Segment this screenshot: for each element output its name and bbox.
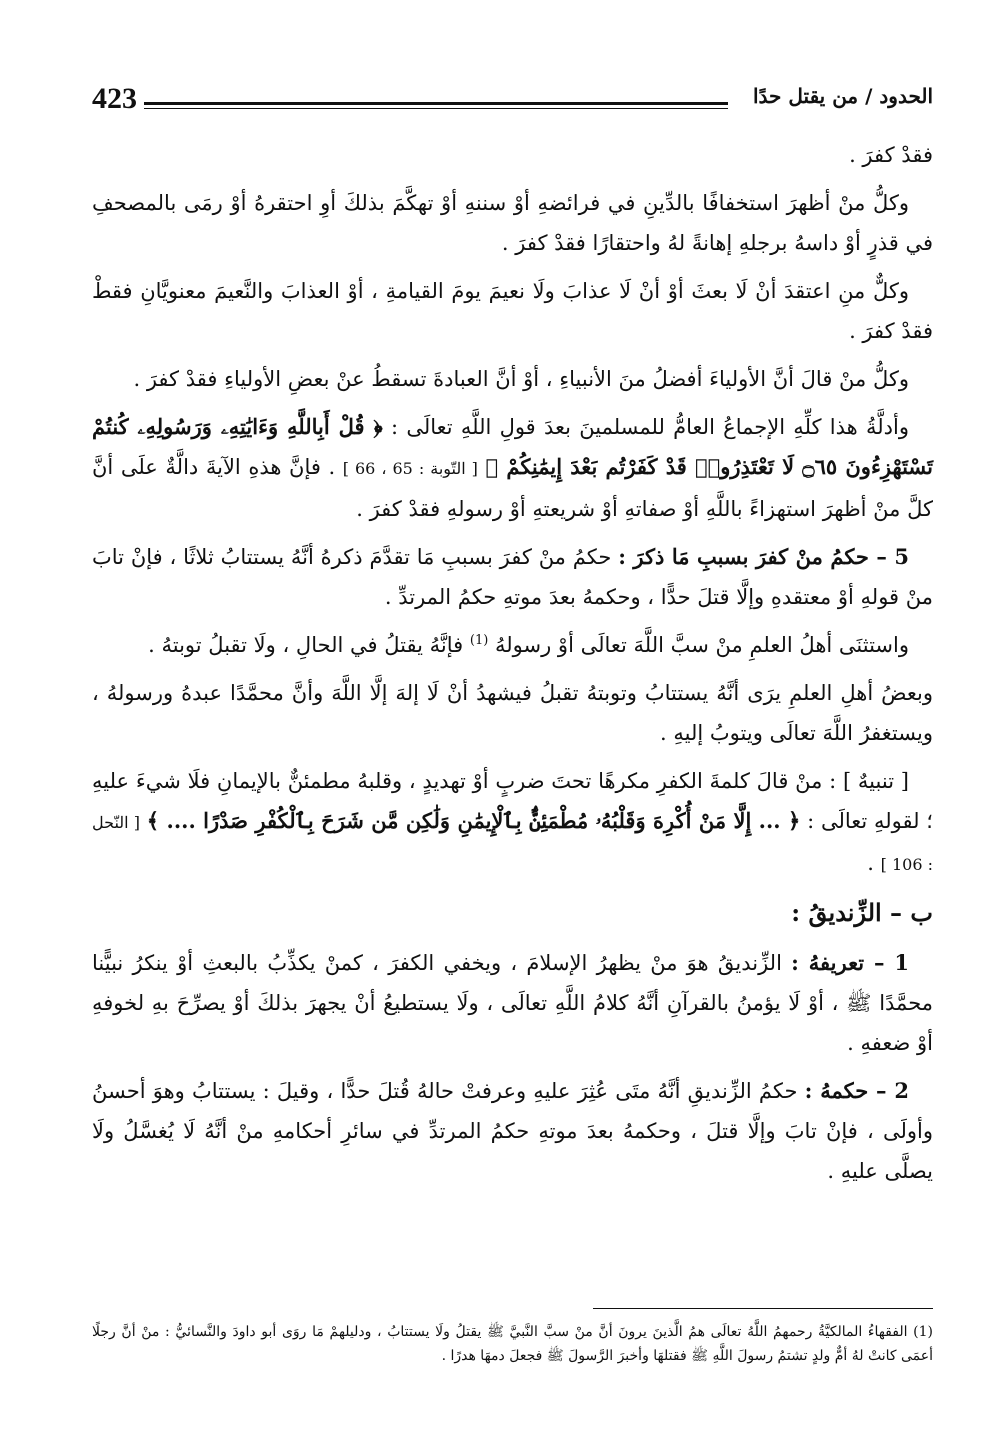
- footnote: [92, 1320, 933, 1368]
- paragraph: وكلُّ منْ أظهرَ استخفافًا بالدِّينِ في فرائضهِ أوْ سننهِ أوْ تهكَّمَ بذلكَ أوِ احتقرهُ أوْ رمَى بالمصحفِ في قذرٍ أوْ داسهُ برجلهِ إهانةً لهُ واحتقارًا فقدْ كفرَ .: [92, 191, 933, 255]
- paragraph: وبعضُ أهلِ العلمِ يرَى أنَّهُ يستتابُ وتوبتهُ تقبلُ فيشهدُ أنْ لَا إلهَ إلَّا اللَّهَ وأنَّ محمَّدًا عبدهُ ورسولهُ ، ويستغفرُ اللَّهَ تعالَى ويتوبُ إليهِ .: [92, 681, 933, 745]
- paragraph-text: وأدلَّةُ هذا كلِّهِ الإجماعُ العامُّ للمسلمينَ بعدَ قولِ اللَّهِ تعالَى :: [390, 415, 909, 439]
- paragraph: [92, 943, 933, 1063]
- paragraph: [92, 407, 933, 529]
- verse-reference: [ التّوبة : 65 ، 66 ]: [342, 459, 478, 478]
- section-lead: 5 – حكمُ منْ كفرَ بسببِ مَا ذكرَ :: [618, 544, 909, 569]
- section-heading: ب – الزِّنديقُ :: [791, 898, 933, 927]
- paragraph-text: واستثنَى أهلُ العلمِ منْ سبَّ اللَّهَ تعالَى أوْ رسولهُ: [495, 633, 909, 657]
- section-lead: 2 – حكمهُ :: [804, 1078, 910, 1103]
- quran-verse: ﴿ قُلْ أَبِاللَّهِ وَءَايَٰتِهِۦ وَرَسُولِهِۦ كُنتُمْ تَسْتَهْزِءُونَ ۝٦٥ لَا تَعْتَذِرُوا۟ قَدْ كَفَرْتُم بَعْدَ إِيمَٰنِكُمْ ﴾: [92, 414, 933, 479]
- footnote-marker[interactable]: (1): [469, 633, 489, 648]
- paragraph-text: [ تنبيهٌ ] : منْ قالَ كلمةَ الكفرِ مكرهًا تحتَ ضربٍ أوْ تهديدٍ ، وقلبهُ مطمئنٌّ بالإيمانِ فلَا شيءَ عليهِ ؛ لقولهِ تعالَى :: [92, 769, 933, 833]
- paragraph: [92, 1071, 933, 1191]
- verse-reference: [ النّحل : 106 ]: [92, 813, 933, 874]
- paragraph: وكلٌّ منِ اعتقدَ أنْ لَا بعثَ أوْ أنْ لَا عذابَ ولَا نعيمَ يومَ القيامةِ ، أوْ العذابَ والنَّعيمَ معنويَّانِ فقطْ فقدْ كفرَ .: [92, 279, 933, 343]
- running-title: الحدود / من يقتل حدًا: [753, 84, 933, 108]
- header-rule: [144, 102, 728, 109]
- section-lead: 1 – تعريفهُ :: [791, 950, 909, 975]
- paragraph: [92, 625, 933, 665]
- paragraph: [92, 761, 933, 885]
- paragraph-text: . فإنَّ هذهِ الآيةَ دالَّةٌ علَى أنَّ كلَّ منْ أظهرَ استهزاءً باللَّهِ أوْ صفاتهِ أوْ شريعتهِ أوْ رسولهِ فقدْ كفرَ .: [92, 455, 933, 521]
- paragraph: [92, 537, 933, 617]
- page-number: 423: [92, 82, 137, 115]
- paragraph-text: فإنَّهُ يقتلُ في الحالِ ، ولَا تقبلُ توبتهُ .: [148, 633, 464, 657]
- page-header: [92, 78, 933, 122]
- paragraph-text: الزِّنديقُ هوَ منْ يظهرُ الإسلامَ ، ويخفي الكفرَ ، كمنْ يكذِّبُ بالبعثِ أوْ ينكرُ نبيًّنا محمَّدًا ﷺ ، أوْ لَا يؤمنُ بالقرآنِ أنَّهُ كلامُ اللَّهِ تعالَى ، ولَا يستطيعُ أنْ يجهرَ بذلكَ أوْ يصرِّحَ بهِ لخوفهِ أوْ ضعفهِ .: [92, 951, 933, 1055]
- quran-verse: ﴿ ... إِلَّا مَنْ أُكْرِهَ وَقَلْبُهُۥ مُطْمَئِنٌّۢ بِٱلْإِيمَٰنِ وَلَٰكِن مَّن شَرَحَ بِٱلْكُفْرِ صَدْرًا .... ﴾: [146, 808, 801, 833]
- paragraph-text: .: [867, 851, 874, 875]
- footnote-text: (1) الفقهاءُ المالكيَّةُ رحمهمُ اللَّهُ تعالَى همُ الَّذينَ يرونَ أنَّ منْ سبَّ النَّبيَّ ﷺ يقتلُ ولَا يستتابُ ، ودليلهمْ مَا روَى أبو داودَ والنَّسائيُّ : منْ أنَّ رجلًا أعمَى كانتْ لهُ أمٌّ ولدٍ تشتمُ رسولَ اللَّهِ ﷺ فقتلهَا وأخبرَ الرَّسولَ ﷺ فجعلَ دمهَا هدرًا .: [92, 1324, 933, 1364]
- paragraph: فقدْ كفرَ .: [849, 143, 933, 167]
- paragraph-text: حكمُ الزِّنديقِ أنَّهُ متَى عُثِرَ عليهِ وعرفتْ حالهُ قُتلَ حدًّا ، وقيلَ : يستتابُ وهوَ أحسنُ وأولَى ، فإنْ تابَ وإلَّا قتلَ ، وحكمهُ بعدَ موتهِ حكمُ المرتدِّ في سائرِ أحكامهِ منْ أنَّهُ لَا يُغسَّلُ ولَا يصلَّى عليهِ .: [92, 1079, 933, 1183]
- paragraph-text: حكمُ منْ كفرَ بسببِ مَا تقدَّمَ ذكرهُ أنَّهُ يستتابُ ثلاثًا ، فإنْ تابَ منْ قولهِ أوْ معتقدهِ وإلَّا قتلَ حدًّا ، وحكمهُ بعدَ موتهِ حكمُ المرتدِّ .: [92, 545, 933, 609]
- main-text: [92, 135, 933, 1199]
- paragraph: وكلُّ منْ قالَ أنَّ الأولياءَ أفضلُ منَ الأنبياءِ ، أوْ أنَّ العبادةَ تسقطُ عنْ بعضِ الأولياءِ فقدْ كفرَ .: [133, 367, 909, 391]
- footnote-rule: [593, 1308, 933, 1309]
